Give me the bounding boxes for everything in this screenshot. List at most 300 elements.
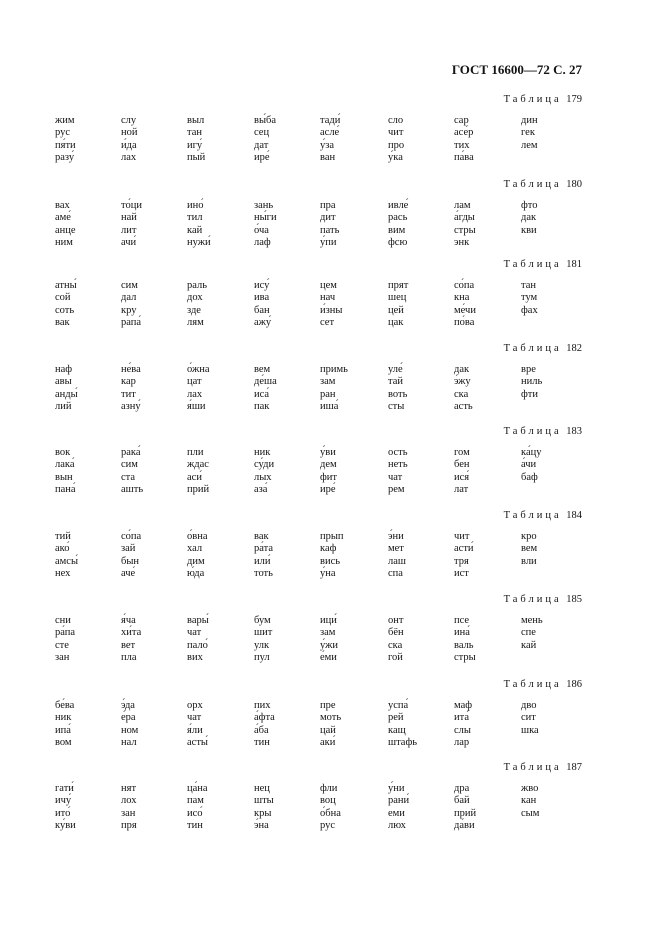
syllable: дал	[121, 292, 137, 304]
table-caption	[504, 425, 582, 439]
syllable: э́ни	[388, 531, 404, 542]
syllable: а́гды	[454, 212, 475, 224]
syllable: пак	[254, 400, 270, 412]
table-label: Таблица	[503, 259, 562, 270]
syllable: пало́	[187, 639, 208, 651]
syllable: дво	[521, 700, 537, 711]
syllable-column	[254, 115, 276, 164]
syllable: тин	[254, 736, 270, 748]
syllable: еми	[388, 807, 405, 819]
syllable: ашть	[121, 483, 144, 495]
syllable: ска	[454, 388, 469, 400]
syllable-column	[320, 783, 341, 832]
syllable: шит	[254, 627, 273, 639]
syllable: сни	[55, 615, 71, 626]
syllable: ива	[254, 292, 270, 304]
syllable: е́ми	[320, 651, 337, 663]
syllable: вим	[388, 224, 406, 236]
syllable-column	[121, 783, 137, 832]
syllable-column	[187, 783, 208, 832]
syllable: э́на	[254, 819, 269, 831]
syllable: бын	[121, 555, 140, 567]
syllable: ме́чи	[454, 304, 476, 316]
syllable: цай	[320, 724, 336, 736]
syllable: ра́па	[55, 627, 76, 639]
table-number: 186	[566, 679, 582, 690]
syllable: ник	[55, 712, 72, 724]
table-label: Таблица	[503, 762, 562, 773]
syllable: рус	[320, 819, 336, 831]
syllable-column	[320, 280, 342, 329]
syllable: кай	[521, 639, 537, 651]
syllable: ипа́	[55, 724, 71, 736]
syllable: улк	[254, 639, 270, 651]
syllable-column	[55, 783, 76, 832]
syllable: выл	[187, 115, 205, 126]
syllable: у́пи	[320, 236, 337, 248]
syllable: вок	[55, 447, 71, 458]
syllable: кна	[454, 292, 470, 304]
syllable: аза́	[254, 483, 268, 495]
syllable-column	[320, 615, 338, 664]
syllable: валь	[454, 639, 474, 651]
syllable-column	[388, 615, 404, 664]
table-180	[0, 178, 662, 258]
syllable-column	[320, 531, 344, 580]
syllable: люх	[388, 819, 406, 831]
syllable: э́жу	[454, 376, 471, 388]
syllable: гом	[454, 447, 470, 458]
syllable: фах	[521, 304, 538, 316]
syllable: сет	[320, 316, 335, 328]
syllable: лит	[121, 224, 137, 236]
syllable-column	[121, 447, 143, 496]
syllable-column	[254, 615, 272, 664]
syllable-column	[254, 364, 277, 413]
syllable: зан	[121, 807, 136, 819]
table-caption	[504, 258, 582, 272]
syllable: сар	[454, 115, 469, 126]
syllable: у́на	[320, 567, 336, 579]
syllable: зай	[121, 543, 136, 555]
syllable: слы	[454, 724, 471, 736]
syllable: ость	[388, 447, 408, 458]
syllable: сой	[55, 292, 71, 304]
syllable: ждас	[187, 459, 209, 471]
syllable-column	[55, 615, 75, 664]
syllable-column	[254, 531, 273, 580]
syllable: баф	[521, 471, 538, 483]
syllable: со́па	[454, 280, 475, 291]
syllable: ю́да	[187, 567, 205, 579]
syllable: ста	[121, 471, 136, 483]
syllable-column	[521, 615, 543, 652]
syllable-column	[388, 280, 408, 329]
syllable: по́ва	[454, 316, 475, 328]
syllable: пый	[187, 151, 206, 163]
table-caption	[504, 93, 582, 107]
syllable: и́да	[121, 139, 137, 151]
syllable-column	[254, 280, 271, 329]
syllable: сит	[521, 712, 536, 724]
syllable: да́ви	[454, 819, 475, 831]
table-179	[0, 93, 662, 173]
table-number: 187	[566, 762, 582, 773]
syllable: вы́ба	[254, 115, 277, 126]
table-label: Таблица	[503, 679, 562, 690]
syllable: о́бна	[320, 807, 341, 819]
syllable: асти́	[454, 543, 474, 555]
syllable: лаф	[254, 236, 271, 248]
syllable-column	[55, 531, 78, 580]
syllable: я́ча	[121, 615, 136, 626]
syllable-column	[254, 700, 275, 749]
syllable: пли	[187, 447, 204, 458]
syllable: кащ	[388, 724, 406, 736]
syllable: азну́	[121, 400, 141, 412]
syllable: анце	[55, 224, 76, 236]
syllable: э́да	[121, 700, 135, 711]
syllable-column	[187, 615, 209, 664]
syllable: а́ба	[254, 724, 269, 736]
syllable: бай	[454, 795, 470, 807]
syllable: ран	[320, 388, 336, 400]
syllable: ако́	[55, 543, 70, 555]
syllable: я́ли	[187, 724, 203, 736]
syllable: штафь	[388, 736, 418, 748]
syllable-column	[454, 783, 476, 832]
syllable: ка́цу	[521, 447, 542, 458]
syllable: у́жи	[320, 639, 338, 651]
syllable: бум	[254, 615, 271, 626]
syllable: дра	[454, 783, 470, 794]
table-number: 180	[566, 179, 582, 190]
syllable-column	[254, 200, 277, 249]
syllable: маф	[454, 700, 473, 711]
table-185	[0, 593, 662, 673]
syllable-column	[121, 200, 142, 249]
syllable: ны́ги	[254, 212, 277, 224]
syllable: вак	[254, 531, 269, 542]
syllable-column	[320, 700, 341, 749]
syllable: ачи́	[121, 236, 137, 248]
syllable: наф	[55, 364, 73, 375]
table-caption	[504, 342, 582, 356]
syllable-column	[254, 447, 274, 496]
syllable-column	[388, 364, 407, 413]
syllable: зам	[320, 627, 336, 639]
syllable: рей	[388, 712, 404, 724]
syllable: сло	[388, 115, 404, 126]
syllable-column	[388, 531, 406, 580]
syllable: кру	[121, 304, 137, 316]
syllable: аси́	[187, 471, 202, 483]
syllable: фти	[521, 388, 539, 400]
syllable: прят	[388, 280, 409, 291]
syllable: тий	[55, 531, 71, 542]
syllable-column	[521, 280, 538, 317]
syllable: ито́	[55, 807, 71, 819]
syllable: вын	[55, 471, 73, 483]
syllable-column	[320, 364, 348, 413]
syllable: про	[388, 139, 405, 151]
syllable: ире́	[254, 151, 270, 163]
syllable-column	[521, 200, 538, 237]
syllable: соть	[55, 304, 75, 316]
syllable: нех	[55, 567, 71, 579]
syllable-column	[55, 447, 76, 496]
syllable: пать	[320, 224, 340, 236]
syllable: фит	[320, 471, 338, 483]
syllable-column	[55, 364, 78, 413]
syllable: зан	[55, 651, 70, 663]
syllable: уле́	[388, 364, 403, 375]
syllable: рани́	[388, 795, 410, 807]
syllable: шец	[388, 292, 407, 304]
syllable: ино́	[187, 200, 204, 211]
syllable: жим	[55, 115, 75, 126]
syllable: орх	[187, 700, 203, 711]
syllable: чат	[187, 712, 202, 724]
syllable: рака́	[121, 447, 141, 458]
syllable: тан	[187, 127, 202, 139]
syllable: дат	[254, 139, 269, 151]
syllable: а́фта	[254, 712, 275, 724]
syllable: фто	[521, 200, 538, 211]
syllable: кар	[121, 376, 136, 388]
syllable: чат	[187, 627, 202, 639]
syllable: зань	[254, 200, 274, 211]
syllable: асты́	[187, 736, 208, 748]
syllable-column	[521, 531, 537, 568]
syllable: успа́	[388, 700, 409, 711]
syllable: не́ва	[121, 364, 141, 375]
syllable: мет	[388, 543, 404, 555]
syllable: шты	[254, 795, 274, 807]
syllable: стры	[454, 224, 476, 236]
syllable: шка	[521, 724, 539, 736]
syllable: спа	[388, 567, 403, 579]
syllable: кай	[187, 224, 203, 236]
syllable: тоть	[254, 567, 273, 579]
table-label: Таблица	[503, 594, 562, 605]
syllable: энк	[454, 236, 470, 248]
syllable: стры	[454, 651, 476, 663]
syllable: ися́	[454, 471, 470, 483]
syllable-column	[454, 115, 474, 164]
syllable: ниль	[521, 376, 543, 388]
syllable-column	[121, 364, 141, 413]
syllable: вет	[121, 639, 136, 651]
syllable-column	[521, 115, 538, 152]
syllable: дак	[521, 212, 537, 224]
syllable: прып	[320, 531, 344, 542]
syllable-column	[55, 115, 76, 164]
table-caption	[504, 761, 582, 775]
syllable: пря	[121, 819, 137, 831]
syllable: со́па	[121, 531, 142, 542]
table-number: 183	[566, 426, 582, 437]
syllable: па́ва	[454, 151, 474, 163]
syllable: зде	[187, 304, 201, 316]
table-183	[0, 425, 662, 505]
syllable: хи́та	[121, 627, 142, 639]
syllable: цат	[187, 376, 202, 388]
syllable: чит	[388, 127, 404, 139]
syllable: ном	[121, 724, 139, 736]
syllable: най	[121, 212, 137, 224]
syllable: нал	[121, 736, 137, 748]
syllable-column	[388, 783, 409, 832]
syllable: лем	[521, 139, 538, 151]
syllable: анды́	[55, 388, 78, 400]
syllable: вак	[55, 316, 70, 328]
syllable: нужи́	[187, 236, 211, 248]
syllable-column	[187, 115, 205, 164]
syllable: лам	[454, 200, 471, 211]
syllable: цем	[320, 280, 337, 291]
syllable: тил	[187, 212, 203, 224]
syllable: вем	[521, 543, 538, 555]
syllable: тря	[454, 555, 469, 567]
syllable: примь	[320, 364, 348, 375]
syllable: атны́	[55, 280, 77, 291]
syllable: пя́ти	[55, 139, 76, 151]
syllable: асть	[454, 400, 473, 412]
syllable: раль	[187, 280, 208, 291]
syllable-column	[187, 700, 208, 749]
syllable: ца́на	[187, 783, 208, 794]
syllable: ина́	[454, 627, 470, 639]
page-header: ГОСТ 16600—72 С. 27	[451, 62, 582, 77]
syllable: аче́	[121, 567, 136, 579]
syllable: ван	[320, 151, 336, 163]
syllable: ивле́	[388, 200, 409, 211]
syllable-column	[187, 447, 209, 496]
syllable-column	[454, 700, 472, 749]
syllable-column	[187, 200, 211, 249]
syllable: чат	[388, 471, 403, 483]
syllable: вом	[55, 736, 72, 748]
syllable: слу	[121, 115, 137, 126]
syllable: аме́	[55, 212, 71, 224]
syllable: я́ши	[187, 400, 206, 412]
syllable: чит	[454, 531, 470, 542]
table-181	[0, 258, 662, 338]
syllable: вах	[55, 200, 70, 211]
syllable: ку́ви	[55, 819, 76, 831]
syllable: пих	[254, 700, 271, 711]
table-caption	[504, 593, 582, 607]
syllable-column	[521, 783, 539, 820]
syllable-column	[454, 364, 473, 413]
syllable: дем	[320, 459, 337, 471]
syllable: авы	[55, 376, 72, 388]
syllable: прий	[454, 807, 477, 819]
syllable: сым	[521, 807, 540, 819]
syllable: асе́р	[454, 127, 474, 139]
table-182	[0, 342, 662, 422]
syllable: жво	[521, 783, 539, 794]
syllable-column	[454, 280, 476, 329]
syllable: ним	[55, 236, 73, 248]
syllable: ист	[454, 567, 469, 579]
syllable: лий	[55, 400, 72, 412]
syllable: воц	[320, 795, 336, 807]
syllable-column	[121, 280, 141, 329]
syllable: е́ра	[121, 712, 136, 724]
syllable: лака́	[55, 459, 75, 471]
syllable-column	[187, 280, 207, 329]
syllable: рась	[388, 212, 408, 224]
syllable: лых	[254, 471, 272, 483]
syllable: цак	[388, 316, 404, 328]
syllable-column	[388, 115, 404, 164]
syllable: пана́	[55, 483, 76, 495]
syllable: моть	[320, 712, 342, 724]
syllable-column	[55, 700, 74, 749]
syllable: су́ди	[254, 459, 275, 471]
syllable: вем	[254, 364, 271, 375]
table-label: Таблица	[503, 510, 562, 521]
syllable-column	[521, 700, 539, 737]
syllable: каф	[320, 543, 337, 555]
syllable: рапа́	[121, 316, 142, 328]
syllable: иса́	[254, 388, 270, 400]
syllable: де́ша	[254, 376, 277, 388]
syllable: ита́	[454, 712, 469, 724]
syllable-column	[388, 447, 408, 496]
syllable: лаш	[388, 555, 406, 567]
syllable: бён	[388, 627, 404, 639]
syllable: ник	[254, 447, 271, 458]
syllable: сим	[121, 280, 138, 291]
syllable: а́чи	[521, 459, 537, 471]
syllable-column	[521, 364, 542, 401]
syllable: фсю	[388, 236, 408, 248]
table-caption	[504, 678, 582, 692]
syllable: то́ци	[121, 200, 142, 211]
syllable: псе	[454, 615, 470, 626]
syllable: бан	[254, 304, 270, 316]
syllable: сец	[254, 127, 270, 139]
table-number: 182	[566, 343, 582, 354]
syllable: сты	[388, 400, 405, 412]
syllable: исо́	[187, 807, 203, 819]
table-186	[0, 678, 662, 758]
syllable: ире́	[320, 483, 336, 495]
syllable: пам	[187, 795, 204, 807]
syllable-column	[187, 364, 210, 413]
syllable: кры	[254, 807, 272, 819]
syllable: прий	[187, 483, 210, 495]
syllable: асле́	[320, 127, 340, 139]
table-caption	[504, 178, 582, 192]
syllable-column	[521, 447, 541, 484]
table-number: 184	[566, 510, 582, 521]
syllable: у́за	[320, 139, 335, 151]
syllable: у́ни	[388, 783, 405, 794]
syllable: лар	[454, 736, 470, 748]
syllable: ска	[388, 639, 403, 651]
syllable: сте	[55, 639, 69, 651]
syllable-column	[454, 531, 474, 580]
syllable: пра	[320, 200, 336, 211]
syllable: вих	[187, 651, 203, 663]
syllable: неть	[388, 459, 408, 471]
syllable: бе́ва	[55, 700, 75, 711]
table-label: Таблица	[503, 179, 562, 190]
